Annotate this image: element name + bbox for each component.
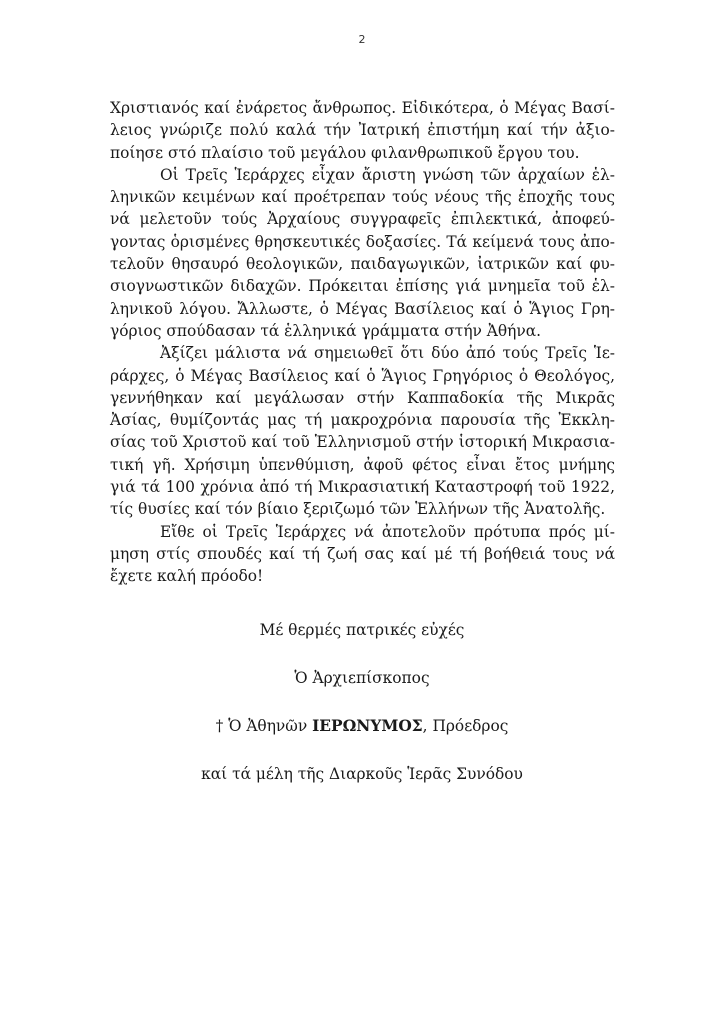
text-line: ληνικῶν κειμένων καί προέτρεπαν τούς νέους τῆς ἐποχῆς τους	[110, 188, 615, 207]
signature-name: ΙΕΡΩΝΥΜΟΣ	[312, 717, 423, 735]
text-line: τική γῆ. Χρήσιμη ὑπενθύμιση, ἀφοῦ φέτος εἶναι ἔτος μνήμης	[110, 455, 615, 474]
text-line: νά μελετοῦν τούς Ἀρχαίους συγγραφεῖς ἐπιλεκτικά, ἀποφεύ-	[110, 210, 615, 229]
text-line: γοντας ὁρισμένες θρησκευτικές δοξασίες. Τά κείμενά τους ἀπο-	[110, 232, 615, 251]
text-line: τελοῦν θησαυρό θεολογικῶν, παιδαγωγικῶν, ἰατρικῶν καί φυ-	[110, 255, 615, 274]
text-line: ποίησε στό πλαίσιο τοῦ μεγάλου φιλανθρωπικοῦ ἔργου του.	[110, 143, 580, 162]
text-line: τίς θυσίες καί τόν βίαιο ξεριζωμό τῶν Ἑλλήνων τῆς Ἀνατολῆς.	[110, 500, 606, 519]
text-line: ληνικοῦ λόγου. Ἄλλωστε, ὁ Μέγας Βασίλειος καί ὁ Ἅγιος Γρη-	[110, 299, 615, 318]
text-line: γιά τά 100 χρόνια ἀπό τή Μικρασιατική Καταστροφή τοῦ 1922,	[110, 478, 615, 497]
closing-synod: καί τά μέλη τῆς Διαρκοῦς Ἱερᾶς Συνόδου	[201, 765, 523, 783]
text-line: Ἀσίας, θυμίζοντάς μας τή μακροχρόνια παρουσία τῆς Ἐκκλη-	[110, 411, 615, 430]
text-line: Οἱ Τρεῖς Ἱεράρχες εἶχαν ἄριστη γνώση τῶν ἀρχαίων ἑλ-	[160, 165, 615, 184]
text-line: γόριος σπούδασαν τά ἑλληνικά γράμματα στήν Ἀθήνα.	[110, 321, 542, 340]
page-number: 2	[358, 33, 366, 46]
signature-suffix: , Πρόεδρος	[422, 717, 509, 735]
text-line: Χριστιανός καί ἐνάρετος ἄνθρωπος. Εἰδικότερα, ὁ Μέγας Βασί-	[110, 99, 615, 117]
signature-line	[0, 717, 724, 735]
text-line: Εἴθε οἱ Τρεῖς Ἱεράρχες νά ἀποτελοῦν πρότυπα πρός μί-	[160, 522, 615, 541]
closing-title: Ὁ Ἀρχιεπίσκοπος	[294, 669, 430, 687]
text-line: σίας τοῦ Χριστοῦ καί τοῦ Ἑλληνισμοῦ στήν ἱστορική Μικρασια-	[110, 433, 615, 452]
text-line: σιογνωστικῶν διδαχῶν. Πρόκειται ἐπίσης γιά μνημεῖα τοῦ ἑλ-	[110, 277, 615, 296]
closing-greeting: Μέ θερμές πατρικές εὐχές	[259, 621, 465, 639]
letter-body	[110, 97, 615, 588]
text-line: γεννήθηκαν καί μεγάλωσαν στήν Καππαδοκία τῆς Μικρᾶς	[110, 388, 615, 407]
text-line: λειος γνώριζε πολύ καλά τήν Ἰατρική ἐπιστήμη καί τήν ἀξιο-	[110, 121, 615, 140]
text-line: ἔχετε καλή πρόοδο!	[110, 567, 264, 586]
text-line: ράρχες, ὁ Μέγας Βασίλειος καί ὁ Ἅγιος Γρηγόριος ὁ Θεολόγος,	[110, 366, 615, 385]
signature-prefix: † Ὁ Ἀθηνῶν	[215, 717, 313, 735]
text-line: μηση στίς σπουδές καί τή ζωή σας καί μέ τή βοήθειά τους νά	[110, 544, 615, 563]
text-line: Ἀξίζει μάλιστα νά σημειωθεῖ ὅτι δύο ἀπό τούς Τρεῖς Ἱε-	[160, 344, 615, 363]
